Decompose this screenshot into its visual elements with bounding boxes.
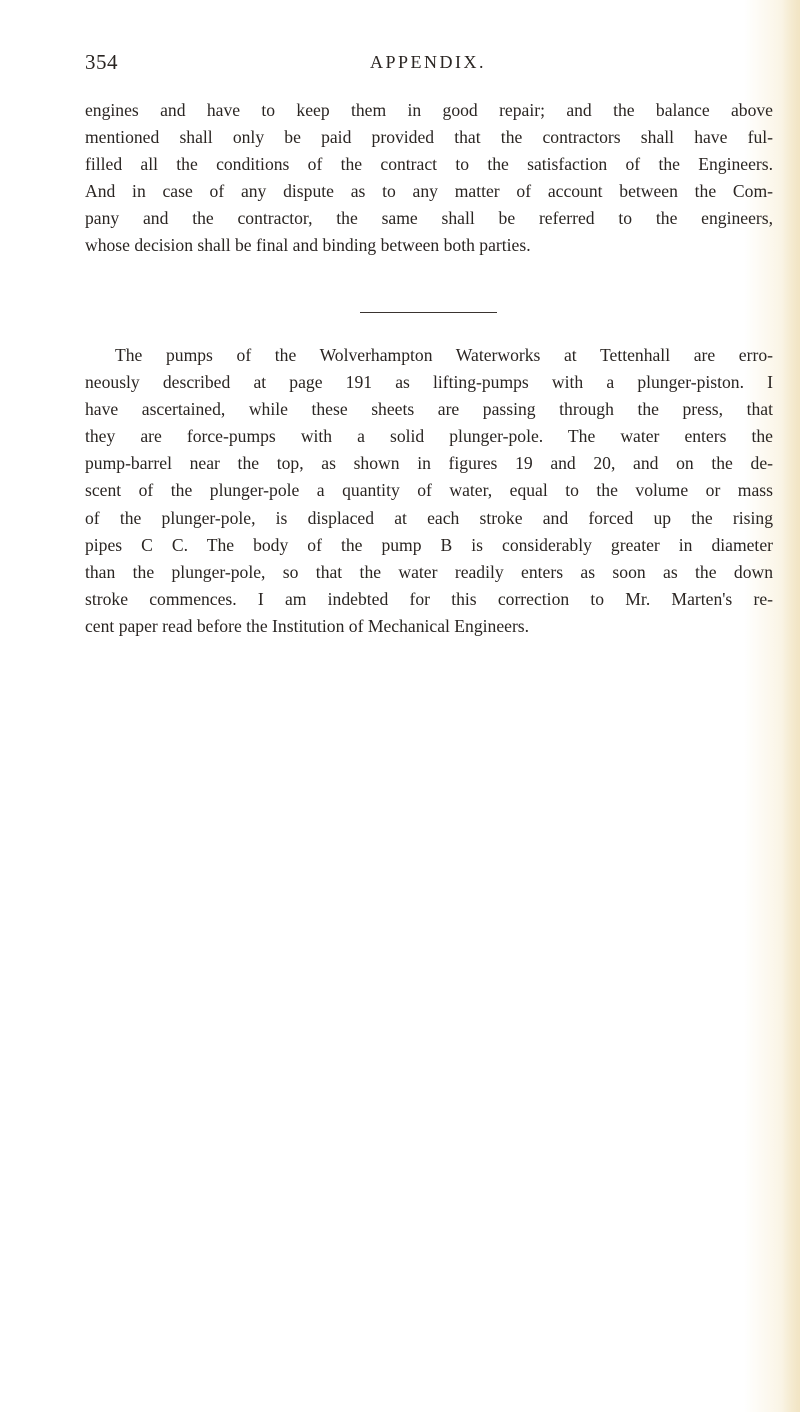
- page-number: 354: [85, 50, 118, 74]
- text-line: pipes C C. The body of the pump B is considerably greater in diameter: [85, 534, 773, 555]
- running-head: APPENDIX.: [370, 52, 487, 72]
- text-line: pany and the contractor, the same shall be referred to the engineers,: [85, 208, 773, 229]
- page-edge-shading: [782, 0, 800, 1412]
- text-line: engines and have to keep them in good repair; and the balance above: [85, 100, 773, 120]
- page-header: [85, 50, 775, 80]
- text-line: pump-barrel near the top, as shown in figures 19 and 20, and on the de-: [85, 453, 773, 474]
- paragraph-contract-terms: [85, 97, 773, 260]
- text-line: whose decision shall be final and binding between both parties.: [85, 235, 531, 256]
- text-line: stroke commences. I am indebted for this correction to Mr. Marten's re-: [85, 588, 773, 609]
- text-line: mentioned shall only be paid provided that the contractors shall have ful-: [85, 127, 773, 148]
- text-line: they are force-pumps with a solid plunger-pole. The water enters the: [85, 426, 773, 447]
- text-line: neously described at page 191 as lifting-pumps with a plunger-piston. I: [85, 372, 773, 393]
- paragraph-pump-correction: [85, 342, 773, 640]
- section-divider: [360, 312, 497, 313]
- text-line: cent paper read before the Institution of Mechanical Engineers.: [85, 615, 530, 636]
- text-line: And in case of any dispute as to any matter of account between the Com-: [85, 181, 773, 202]
- text-line: The pumps of the Wolverhampton Waterworks at Tettenhall are erro-: [115, 345, 773, 365]
- text-line: than the plunger-pole, so that the water readily enters as soon as the down: [85, 561, 773, 582]
- text-line: filled all the conditions of the contract to the satisfaction of the Engineers.: [85, 154, 773, 175]
- text-line: scent of the plunger-pole a quantity of water, equal to the volume or mass: [85, 480, 773, 501]
- text-line: of the plunger-pole, is displaced at each stroke and forced up the rising: [85, 507, 773, 528]
- text-line: have ascertained, while these sheets are passing through the press, that: [85, 399, 773, 420]
